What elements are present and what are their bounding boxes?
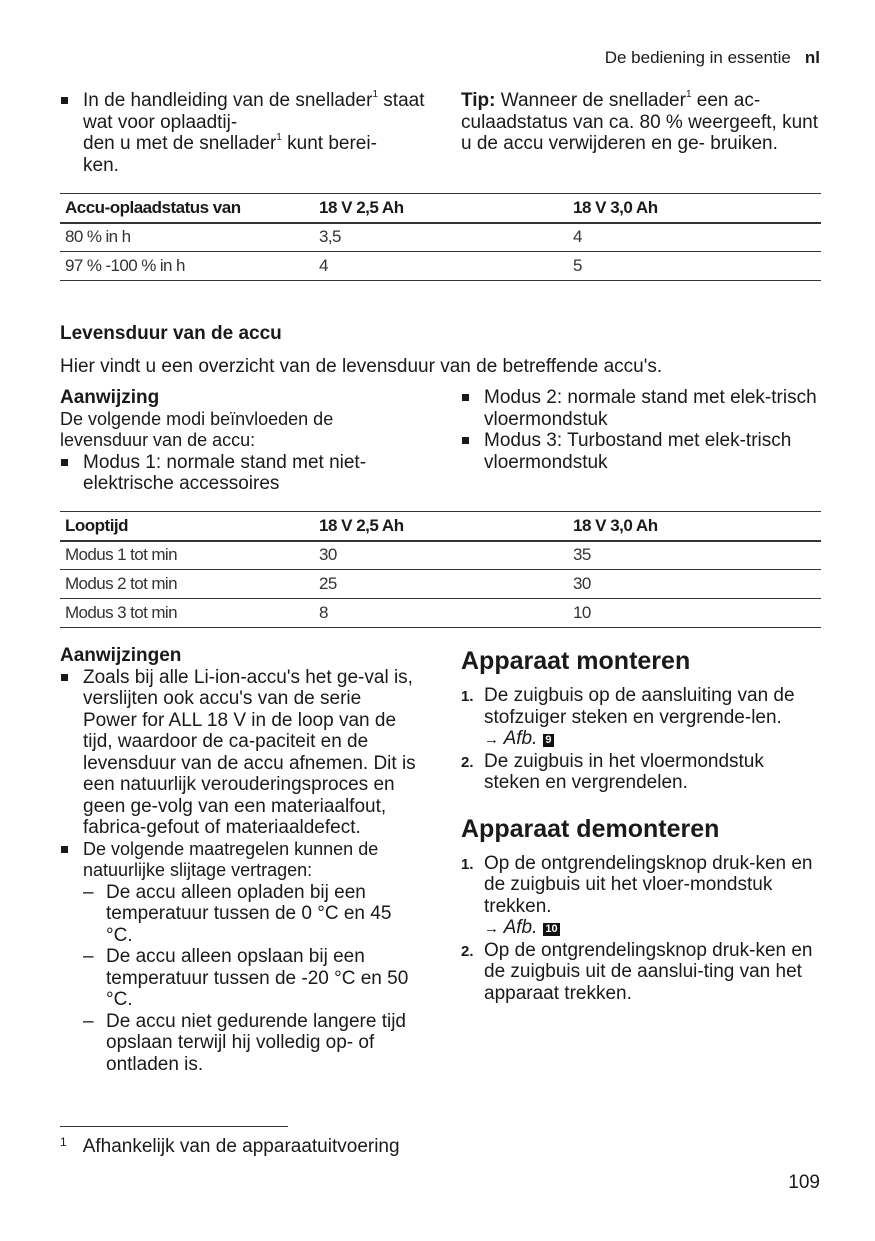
table-cell: 5: [568, 252, 821, 281]
dash-item: – De accu alleen opladen bij een temperatuur tussen de 0 °C en 45 °C.: [60, 882, 420, 947]
step-text: Op de ontgrendelingsknop druk-ken en de zuigbuis uit het vloer-mondstuk trekken.: [484, 852, 813, 917]
table-row: [60, 541, 821, 570]
running-header: [605, 48, 820, 68]
table-row: [60, 223, 821, 252]
table-cell: 30: [568, 570, 821, 599]
note-block: [60, 387, 425, 495]
step-item: [461, 685, 821, 728]
step-item: [461, 940, 821, 1005]
table-header-cell: Accu-oplaadstatus van: [60, 194, 314, 223]
figure-number-badge: 10: [545, 923, 558, 935]
mode-list: [461, 387, 821, 473]
footnote-mark: 1: [60, 1135, 67, 1149]
table-row: [60, 599, 821, 628]
table-cell: 8: [314, 599, 568, 628]
note-text: De volgende modi beïnvloeden de levensduur van de accu:: [60, 408, 334, 450]
tip-paragraph: Tip: Wanneer de snellader$^1$ een ac- culaadstatus van ca. 80 % weergeeft, kunt u de accu verwijderen en ge- bruiken.: [461, 88, 818, 154]
list-item: De volgende maatregelen kunnen de natuurlijke slijtage vertragen:: [60, 839, 420, 882]
intro-bullet: In de handleiding van de snellader$^1$ staat wat voor oplaadtij- den u met de snellader$^1$ kunt berei- ken.: [60, 90, 425, 176]
table-header-row: [60, 194, 821, 223]
lifespan-intro: Hier vindt u een overzicht van de levensduur van de betreffende accu's.: [60, 356, 663, 377]
table-header-cell: 18 V 2,5 Ah: [314, 194, 568, 223]
table-cell: 4: [568, 223, 821, 252]
lifespan-heading: Levensduur van de accu: [60, 323, 282, 344]
footnote-ref: 1: [276, 131, 282, 143]
table-header-cell: 18 V 2,5 Ah: [314, 512, 568, 541]
list-item: Modus 3: Turbostand met elek-trisch vloermondstuk: [461, 430, 821, 473]
footnote-ref: 1: [685, 88, 692, 100]
table-cell: Modus 1 tot min: [60, 541, 314, 570]
table-cell: 30: [314, 541, 568, 570]
step-text: De zuigbuis in het vloermondstuk steken en vergrendelen.: [484, 750, 764, 793]
notes-title: Aanwijzingen: [60, 645, 182, 666]
footnote-text: Afhankelijk van de apparaatuitvoering: [82, 1136, 400, 1157]
page-number: 109: [788, 1172, 820, 1193]
step-number: 1.: [461, 855, 474, 873]
figure-ref: [461, 917, 821, 940]
table-cell: 3,5: [314, 223, 568, 252]
footnote: [60, 1136, 400, 1158]
table-header-row: [60, 512, 821, 541]
step-item: [461, 853, 821, 918]
table-cell: 4: [314, 252, 568, 281]
table-cell: 35: [568, 541, 821, 570]
list-item: Zoals bij alle Li-ion-accu's het ge-val is, verslijten ook accu's van de serie Power for ALL 18 V in de loop van de tijd, waardoor de ca-paciteit en de levensduur van de accu afnemen. Dit is een natuurlijk verouderingsproces en geen ge-volg van een materiaalfout, fabrica-gefout of materiaaldefect.: [60, 667, 420, 839]
notes-block: [60, 645, 420, 1075]
arrow-icon: →: [484, 920, 499, 937]
tip-label: Tip:: [461, 90, 496, 111]
table-row: [60, 570, 821, 599]
table-cell: Modus 3 tot min: [60, 599, 314, 628]
step-number: 2.: [461, 753, 474, 771]
step-number: 1.: [461, 688, 474, 705]
assembly-section: [461, 646, 821, 1004]
table-header-cell: Looptijd: [60, 512, 314, 541]
runtime-table: [60, 511, 821, 628]
language-code: nl: [804, 48, 820, 67]
dash-item: – De accu alleen opslaan bij een temperatuur tussen de -20 °C en 50 °C.: [60, 946, 420, 1011]
step-text: Op de ontgrendelingsknop druk-ken en de zuigbuis uit de aanslui-ting van het apparaat trekken.: [484, 939, 813, 1004]
figure-number-badge: 9: [545, 734, 552, 746]
step-text: De zuigbuis op de aansluiting van de stofzuiger steken en vergrende-len.: [484, 685, 795, 728]
charge-status-table: [60, 193, 821, 281]
table-row: [60, 252, 821, 281]
table-cell: 25: [314, 570, 568, 599]
table-cell: Modus 2 tot min: [60, 570, 314, 599]
footnote-divider: [60, 1126, 288, 1127]
note-title: Aanwijzing: [60, 387, 160, 408]
step-number: 2.: [461, 942, 474, 960]
table-header-cell: 18 V 3,0 Ah: [568, 512, 821, 541]
table-cell: 97 % -100 % in h: [60, 252, 314, 281]
table-header-cell: 18 V 3,0 Ah: [568, 194, 821, 223]
dash-item: – De accu niet gedurende langere tijd opslaan terwijl hij volledig op- of ontladen is.: [60, 1011, 420, 1076]
figure-ref-label: Afb.: [503, 728, 538, 749]
list-item: Modus 2: normale stand met elek-trisch vloermondstuk: [461, 387, 821, 430]
step-item: [461, 751, 821, 794]
list-item: Modus 1: normale stand met niet-elektrische accessoires: [60, 452, 425, 495]
table-cell: 80 % in h: [60, 223, 314, 252]
demount-title: Apparaat demonteren: [461, 814, 720, 843]
table-cell: 10: [568, 599, 821, 628]
section-title: De bediening in essentie: [604, 48, 791, 67]
arrow-icon: →: [484, 731, 499, 748]
figure-ref: [461, 728, 821, 751]
figure-ref-label: Afb.: [503, 917, 538, 938]
footnote-ref: 1: [372, 88, 379, 100]
mount-title: Apparaat monteren: [461, 647, 691, 675]
